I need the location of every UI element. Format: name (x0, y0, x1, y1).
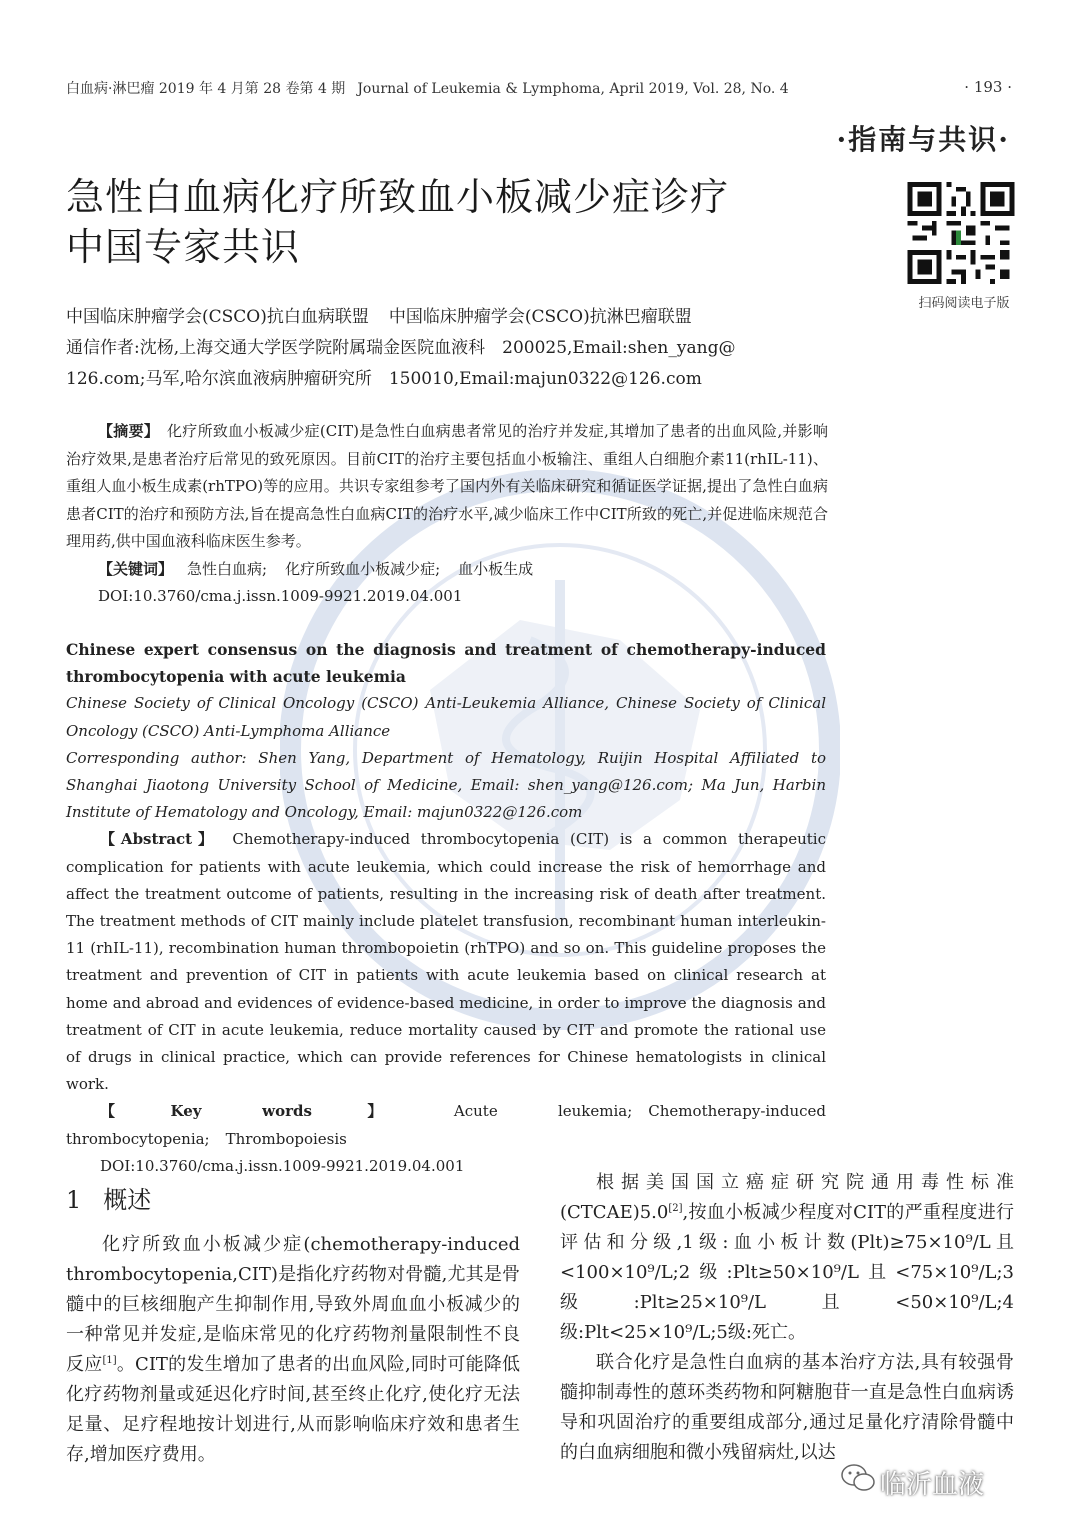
section-heading (66, 1180, 151, 1215)
channel-watermark: 临沂血液 (880, 1470, 985, 1500)
citation-1[interactable]: [1] (102, 1355, 117, 1366)
keyword-cn: 化疗所致血小板减少症; (285, 559, 441, 578)
keywords-cn-label: 【关键词】 (98, 559, 174, 578)
corresponding-line-1: 通信作者:沈杨,上海交通大学医学院附属瑞金医院血液科 200025,Email:shen_yang@ (66, 338, 736, 358)
paragraph-text: 化疗所致血小板减少症(chemotherapy-induced thrombocytopenia,CIT)是指化疗药物对骨髓,尤其是骨髓中的巨核细胞产生抑制作用,导致外周血血小板减少的一种常见并发症,是临床常见的化疗药物剂量限制性不良反应 (66, 1234, 520, 1375)
paragraph-text: 根据美国国立癌症研究院通用毒性标准(CTCAE)5.0 (560, 1172, 1014, 1223)
article-title (66, 172, 729, 272)
journal-name-cn: 白血病·淋巴瘤 2019 年 4 月第 28 卷第 4 期 (66, 81, 346, 97)
doi-cn[interactable]: DOI:10.3760/cma.j.issn.1009-9921.2019.04.001 (98, 587, 463, 605)
qr-caption: 扫码阅读电子版 (918, 296, 1010, 311)
paragraph (66, 1230, 520, 1470)
keyword-cn: 急性白血病; (187, 559, 268, 578)
paragraph: 联合化疗是急性白血病的基本治疗方法,具有较强骨髓抑制毒性的蒽环类药物和阿糖胞苷一直是急性白血病诱导和巩固治疗的重要组成部分,通过足量化疗清除骨髓中的白血病细胞和微小残留病灶,以达 (560, 1352, 1014, 1463)
title-line-1: 急性白血病化疗所致血小板减少症诊疗 (66, 175, 730, 219)
keywords-cn (66, 556, 828, 584)
page-number: · 193 · (964, 78, 1012, 96)
english-title: Chinese expert consensus on the diagnosis and treatment of chemotherapy-induced thrombocytopenia with acute leukemia (66, 640, 826, 687)
keyword-cn: 血小板生成 (458, 559, 534, 578)
title-line-2: 中国专家共识 (66, 225, 301, 269)
keyword-en: Acute leukemia; (453, 1102, 633, 1121)
abstract-en-text: Chemotherapy-induced thrombocytopenia (CIT) is a common therapeutic complication for patients with acute leukemia, which could increase the risk of hemorrhage and affect the treatment outcome of patients, resulting in the increasing risk of death after treatment. The treatment methods of CIT mainly include platelet transfusion, recombinant human interleukin-11 (rhIL-11), recombination human thrombopoietin (rhTPO) and so on. This guideline proposes the treatment and prevention of CIT in patients with acute leukemia based on clinical research at home and abroad and evidences of evidence-based medicine, in order to improve the diagnosis and treatment of CIT in acute leukemia, reduce mortality caused by CIT and promote the rational use of drugs in clinical practice, which can provide references for Chinese hematologists in clinical work. (66, 830, 826, 1094)
section-number: 1 (66, 1186, 82, 1214)
abstract-cn-label: 【摘要】 (98, 422, 152, 440)
english-corresponding: Corresponding author: Shen Yang, Department of Hematology, Ruijin Hospital Affiliated to Shanghai Jiaotong University School of Medicine, Email: shen_yang@126.com; Ma Jun, Harbin Institute of Hematology and Oncology, Email: majun0322@126.com (66, 748, 826, 822)
citation-2[interactable]: [2] (668, 1203, 683, 1214)
keywords-en (66, 1098, 826, 1152)
section-label: ·指南与共识· (836, 123, 1010, 156)
paragraph-text: 。CIT的发生增加了患者的出血风险,同时可能降低化疗药物剂量或延迟化疗时间,甚至终止化疗,使化疗无法足量、足疗程地按计划进行,从而影响临床疗效和患者生存,增加医疗费用。 (66, 1354, 521, 1465)
corresponding-line-2: 126.com;马军,哈尔滨血液病肿瘤研究所 150010,Email:majun0322@126.com (66, 369, 702, 389)
keyword-en: Thrombopoiesis (225, 1129, 347, 1148)
abstract-cn-text: 化疗所致血小板减少症(CIT)是急性白血病患者常见的治疗并发症,其增加了患者的出血风险,并影响治疗效果,是患者治疗后常见的致死原因。目前CIT的治疗主要包括血小板输注、重组人白细胞介素11(rhIL-11)、重组人血小板生成素(rhTPO)等的应用。共识专家组参考了国内外有关临床研究和循证医学证据,提出了急性白血病患者CIT的治疗和预防方法,旨在提高急性白血病CIT的治疗水平,减少临床工作中CIT所致的死亡,并促进临床规范合理用药,供中国血液科临床医生参考。 (66, 422, 828, 550)
english-authors: Chinese Society of Clinical Oncology (CSCO) Anti-Leukemia Alliance, Chinese Society of Clinical Oncology (CSCO) Anti-Lymphoma Alliance (66, 694, 826, 740)
section-title: 概述 (103, 1186, 152, 1214)
paragraph (560, 1168, 1014, 1348)
keywords-en-label: 【Key words】 (100, 1102, 438, 1121)
author-block (66, 302, 836, 395)
doi-en[interactable]: DOI:10.3760/cma.j.issn.1009-9921.2019.04.001 (100, 1156, 465, 1175)
abstract-en (66, 636, 826, 1180)
abstract-en-label: 【Abstract】 (100, 830, 212, 849)
body-column-right (560, 1168, 1014, 1468)
qr-code[interactable] (906, 182, 1016, 284)
author-org-2: 中国临床肿瘤学会(CSCO)抗淋巴瘤联盟 (388, 307, 692, 327)
paragraph-text: ,按血小板减少程度对CIT的严重程度进行评估和分级,1级:血小板计数(Plt)≥75×10⁹/L且<100×10⁹/L;2级:Plt≥50×10⁹/L且<75×10⁹/L;3级:Plt≥25×10⁹/L且<50×10⁹/L;4级:Plt<25×10⁹/L;5级:死亡。 (560, 1202, 1014, 1343)
abstract-cn (66, 418, 828, 611)
wechat-logo-icon (838, 1458, 878, 1498)
author-org-1: 中国临床肿瘤学会(CSCO)抗白血病联盟 (66, 307, 369, 327)
keyword-en: Chemotherapy-induced thrombocytopenia; (66, 1102, 826, 1148)
body-column-left (66, 1230, 520, 1470)
journal-name-en: Journal of Leukemia & Lymphoma, April 2019, Vol. 28, No. 4 (357, 81, 789, 97)
running-header (66, 78, 789, 98)
